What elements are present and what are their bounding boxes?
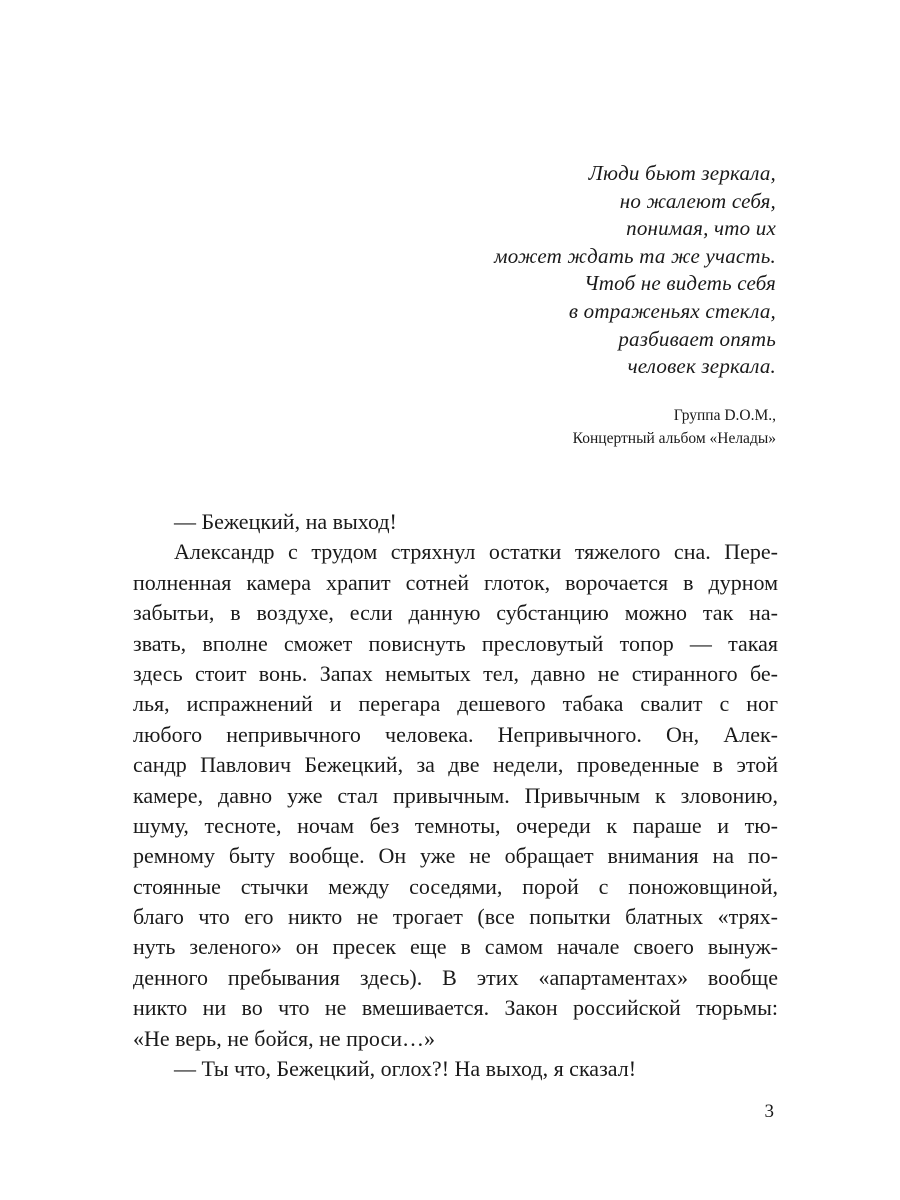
text-line: лья, испражнений и перегара дешевого табака свалит с ног bbox=[133, 691, 778, 717]
attribution-line: Концертный альбом «Нелады» bbox=[572, 429, 776, 447]
epigraph-line: может ждать та же участь. bbox=[494, 243, 776, 268]
epigraph-line: в отраженьях стекла, bbox=[568, 298, 776, 323]
text-line: — Бежецкий, на выход! bbox=[174, 509, 397, 534]
text-line: звать, вполне сможет повиснуть пресловутый топор — такая bbox=[133, 630, 778, 656]
text-line: «Не верь, не бойся, не проси…» bbox=[133, 1025, 435, 1051]
epigraph-attribution bbox=[356, 404, 776, 450]
text-line: забытьи, в воздухе, если данную субстанцию можно так на- bbox=[133, 600, 778, 626]
text-line: любого непривычного человека. Непривычного. Он, Алек- bbox=[133, 721, 778, 747]
epigraph bbox=[356, 160, 776, 450]
text-line: шуму, тесноте, ночам без темноты, очереди к параше и тю- bbox=[133, 812, 778, 838]
epigraph-line: понимая, что их bbox=[626, 216, 776, 241]
epigraph-line: но жалеют себя, bbox=[619, 188, 776, 213]
epigraph-line: Люди бьют зеркала, bbox=[588, 161, 776, 185]
text-line: благо что его никто не трогает (все попытки блатных «трях- bbox=[133, 904, 778, 930]
page-number: 3 bbox=[764, 1101, 774, 1122]
text-line: здесь стоит вонь. Запах немытых тел, давно не стиранного бе- bbox=[133, 660, 778, 686]
attribution-line: Группа D.O.M., bbox=[673, 406, 776, 424]
text-line: денного пребывания здесь). В этих «апартаментах» вообще bbox=[133, 964, 778, 990]
text-line: стоянные стычки между соседями, порой с поножовщиной, bbox=[133, 873, 778, 899]
text-line: полненная камера храпит сотней глоток, ворочается в дурном bbox=[133, 569, 778, 595]
text-line: камере, давно уже стал привычным. Привычным к зловонию, bbox=[133, 782, 778, 808]
text-line: ремному быту вообще. Он уже не обращает внимания на по- bbox=[133, 843, 778, 869]
chapter-body bbox=[133, 507, 778, 1084]
epigraph-poem bbox=[356, 160, 776, 381]
epigraph-line: человек зеркала. bbox=[627, 354, 776, 379]
text-line: нуть зеленого» он пресек еще в самом начале своего вынуж- bbox=[133, 934, 778, 960]
text-line: Александр с трудом стряхнул остатки тяжелого сна. Пере- bbox=[174, 539, 778, 565]
epigraph-line: Чтоб не видеть себя bbox=[584, 271, 776, 296]
text-line: сандр Павлович Бежецкий, за две недели, проведенные в этой bbox=[133, 752, 778, 778]
text-line: никто ни во что не вмешивается. Закон российской тюрьмы: bbox=[133, 995, 778, 1021]
epigraph-line: разбивает опять bbox=[618, 326, 776, 351]
text-line: — Ты что, Бежецкий, оглох?! На выход, я сказал! bbox=[174, 1056, 637, 1082]
